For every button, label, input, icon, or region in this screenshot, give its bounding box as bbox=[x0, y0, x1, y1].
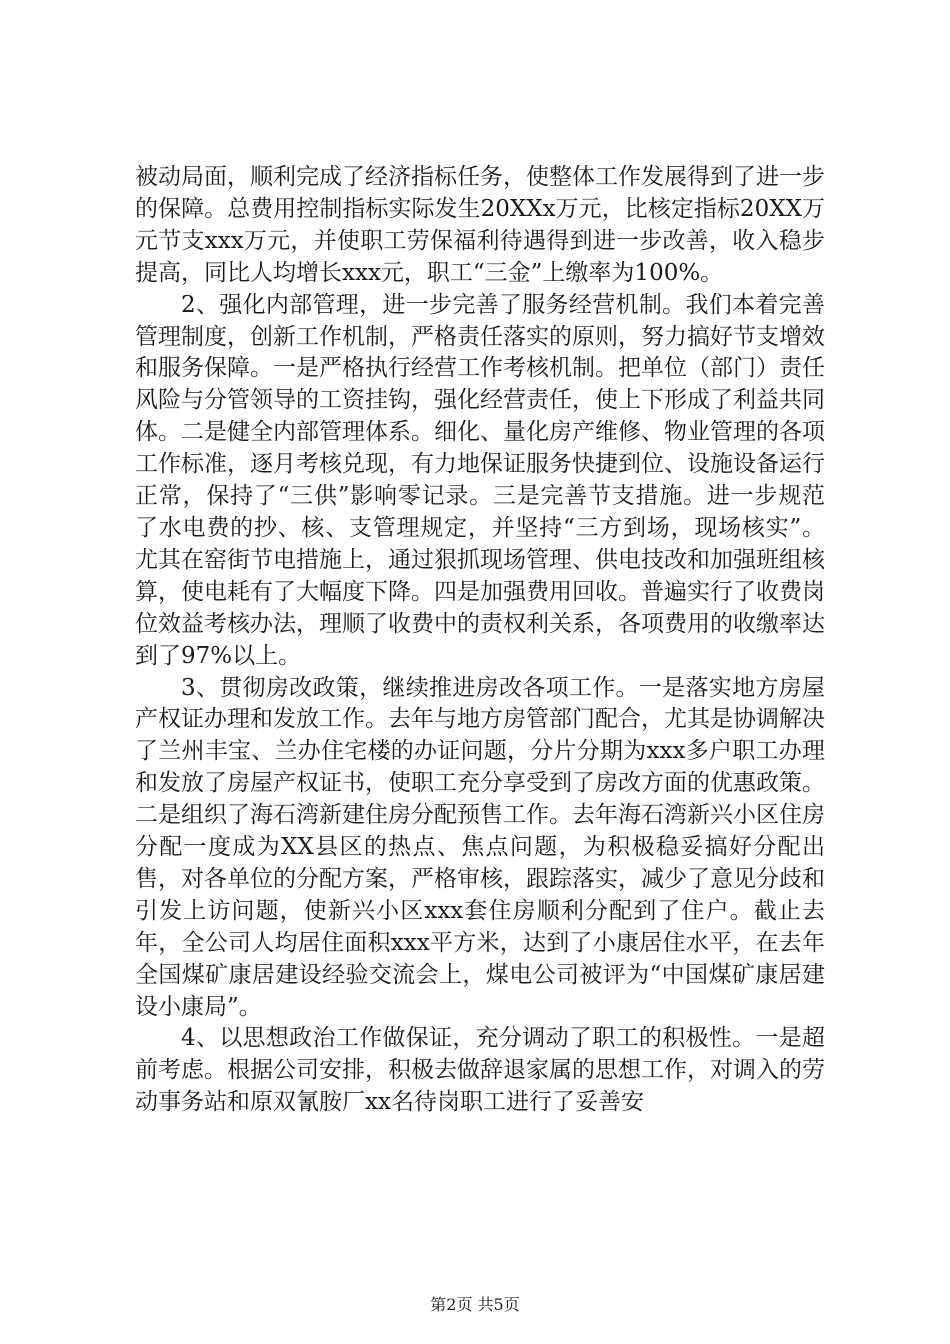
page-number-footer: 第2页 共5页 bbox=[430, 1295, 520, 1314]
paragraph-political-work: 4、以思想政治工作做保证，充分调动了职工的积极性。一是超前考虑。根据公司安排，积极去做辞退家属的思想工作，对调入的劳动事务站和原双氰胺厂xx名待岗职工进行了妥善安 bbox=[135, 1025, 825, 1116]
document-body bbox=[135, 162, 825, 1119]
paragraph-housing-reform: 3、贯彻房改政策，继续推进房改各项工作。一是落实地方房屋产权证办理和发放工作。去年与地方房管部门配合，尤其是协调解决了兰州丰宝、兰办住宅楼的办证问题，分片分期为xxx多户职工办理和发放了房屋产权证书，使职工充分享受到了房改方面的优惠政策。二是组织了海石湾新建住房分配预售工作。去年海石湾新兴小区住房分配一度成为XX县区的热点、焦点问题，为积极稳妥搞好分配出售，对各单位的分配方案，严格审核，跟踪落实，减少了意见分歧和引发上访问题，使新兴小区xxx套住房顺利分配到了住户。截止去年，全公司人均居住面积xxx平方米，达到了小康居住水平，在去年全国煤矿康居建设经验交流会上，煤电公司被评为“中国煤矿康居建设小康局”。 bbox=[135, 674, 825, 1020]
paragraph-continuation: 被动局面，顺利完成了经济指标任务，使整体工作发展得到了进一步的保障。总费用控制指标实际发生20XXx万元，比核定指标20XX万元节支xxx万元，并使职工劳保福利待遇得到进一步改善，收入稳步提高，同比人均增长xxx元，职工“三金”上缴率为100%。 bbox=[135, 164, 825, 286]
paragraph-internal-management: 2、强化内部管理，进一步完善了服务经营机制。我们本着完善管理制度，创新工作机制，严格责任落实的原则，努力搞好节支增效和服务保障。一是严格执行经营工作考核机制。把单位（部门）责任风险与分管领导的工资挂钩，强化经营责任，使上下形成了利益共同体。二是健全内部管理体系。细化、量化房产维修、物业管理的各项工作标准，逐月考核兑现，有力地保证服务快捷到位、设施设备运行正常，保持了“三供”影响零记录。三是完善节支措施。进一步规范了水电费的抄、核、支管理规定，并坚持“三方到场，现场核实”。尤其在窑街节电措施上，通过狠抓现场管理、供电技改和加强班组核算，使电耗有了大幅度下降。四是加强费用回收。普遍实行了收费岗位效益考核办法，理顺了收费中的责权利关系，各项费用的收缴率达到了97%以上。 bbox=[135, 291, 825, 669]
